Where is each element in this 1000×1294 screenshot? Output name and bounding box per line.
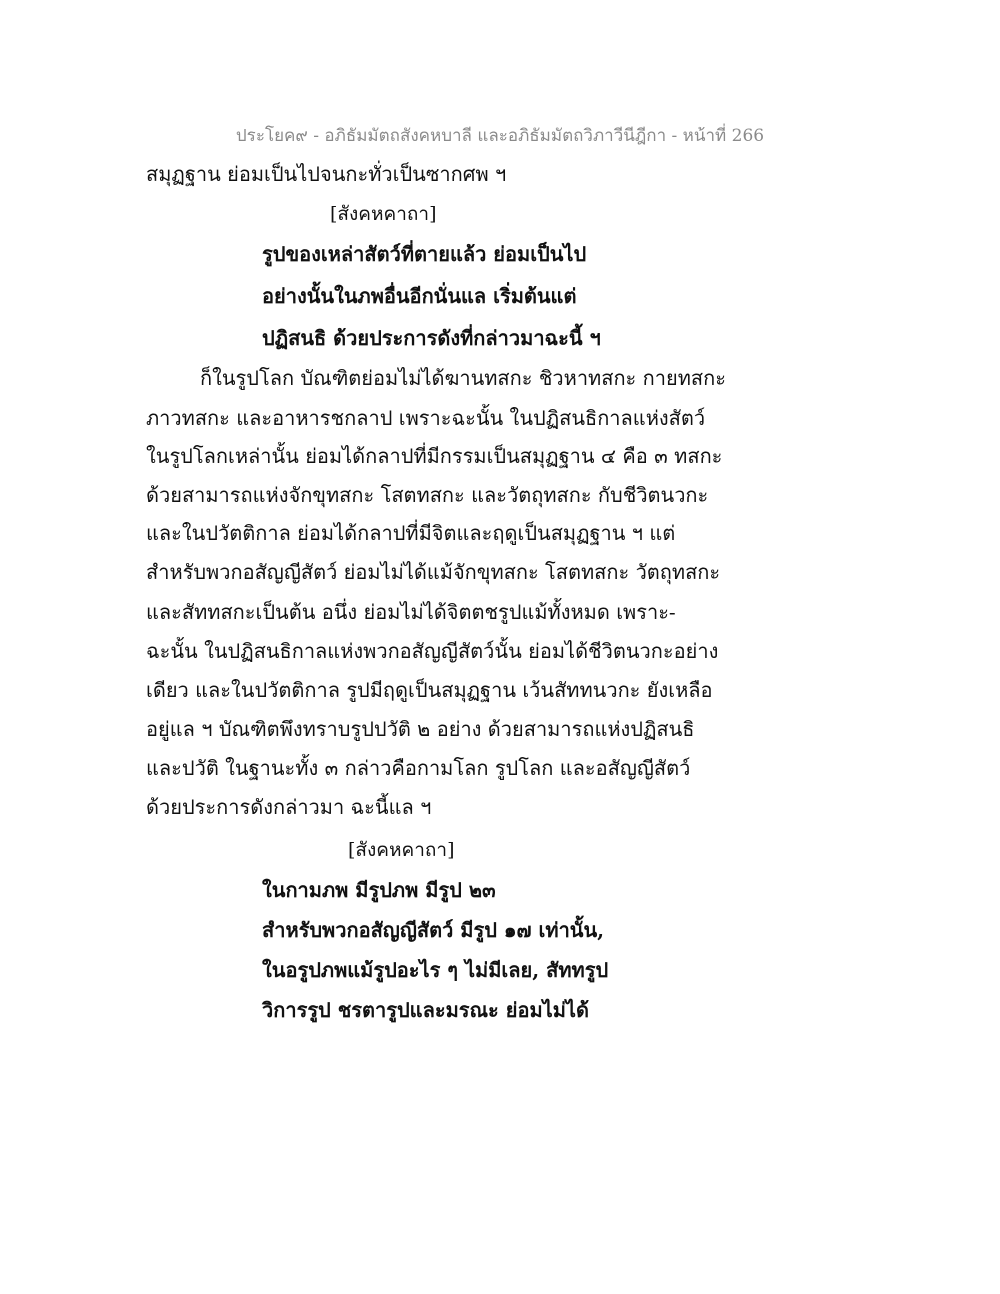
verse2-line: ในกามภพ มีรูปภพ มีรูป ๒๓ bbox=[262, 878, 496, 902]
verse2-line: วิการรูป ชรตารูปและมรณะ ย่อมไม่ได้ bbox=[262, 998, 589, 1022]
verse1-line: อย่างนั้นในภพอื่นอีกนั่นแล เริ่มต้นแต่ bbox=[262, 284, 577, 308]
verse2-line: ในอรูปภพแม้รูปอะไร ๆ ไม่มีเลย, สัททรูป bbox=[262, 958, 609, 982]
verse1-line: ปฏิสนธิ ด้วยประการดังที่กล่าวมาฉะนี้ ฯ bbox=[262, 326, 601, 350]
paragraph-line: สำหรับพวกอสัญญีสัตว์ ย่อมไม่ได้แม้จักขุทสกะ โสตทสกะ วัตถุทสกะ bbox=[146, 560, 721, 584]
verse2-heading: [สังคหคาถา] bbox=[348, 839, 455, 861]
paragraph-line: และในปวัตติกาล ย่อมได้กลาปที่มีจิตและฤดูเป็นสมุฏฐาน ฯ แต่ bbox=[146, 521, 676, 545]
paragraph-line: และสัททสกะเป็นต้น อนึ่ง ย่อมไม่ได้จิตตชรูปแม้ทั้งหมด เพราะ- bbox=[146, 600, 676, 624]
paragraph-line: ก็ในรูปโลก บัณฑิตย่อมไม่ได้ฆานทสกะ ชิวหาทสกะ กายทสกะ bbox=[200, 366, 726, 390]
verse1-heading: [สังคหคาถา] bbox=[330, 203, 437, 225]
paragraph-line: ด้วยประการดังกล่าวมา ฉะนี้แล ฯ bbox=[146, 795, 432, 819]
paragraph-line: ภาวทสกะ และอาหารชกลาป เพราะฉะนั้น ในปฏิสนธิกาลแห่งสัตว์ bbox=[146, 406, 706, 430]
verse1-line: รูปของเหล่าสัตว์ที่ตายแล้ว ย่อมเป็นไป bbox=[262, 242, 587, 266]
paragraph-line: และปวัติ ในฐานะทั้ง ๓ กล่าวคือกามโลก รูปโลก และอสัญญีสัตว์ bbox=[146, 756, 691, 780]
verse2-line: สำหรับพวกอสัญญีสัตว์ มีรูป ๑๗ เท่านั้น, bbox=[262, 918, 605, 942]
paragraph-line: ในรูปโลกเหล่านั้น ย่อมได้กลาปที่มีกรรมเป็นสมุฏฐาน ๔ คือ ๓ ทสกะ bbox=[146, 444, 723, 468]
paragraph-line: ฉะนั้น ในปฏิสนธิกาลแห่งพวกอสัญญีสัตว์นั้น ย่อมได้ชีวิตนวกะอย่าง bbox=[146, 639, 719, 663]
opening-line: สมุฏฐาน ย่อมเป็นไปจนกะทั่วเป็นซากศพ ฯ bbox=[146, 162, 507, 186]
page-header bbox=[0, 122, 1000, 149]
paragraph-line: อยู่แล ฯ บัณฑิตพึงทราบรูปปวัติ ๒ อย่าง ด้วยสามารถแห่งปฏิสนธิ bbox=[146, 717, 695, 741]
paragraph-line: ด้วยสามารถแห่งจักขุทสกะ โสตทสกะ และวัตถุทสกะ กับชีวิตนวกะ bbox=[146, 483, 709, 507]
page-header-text: ประโยค๙ - อภิธัมมัตถสังคหบาลี และอภิธัมมัตถวิภาวีนีฎีกา - หน้าที่ 266 bbox=[235, 126, 765, 146]
paragraph-line: เดียว และในปวัตติกาล รูปมีฤดูเป็นสมุฏฐาน เว้นสัททนวกะ ยังเหลือ bbox=[146, 678, 713, 702]
